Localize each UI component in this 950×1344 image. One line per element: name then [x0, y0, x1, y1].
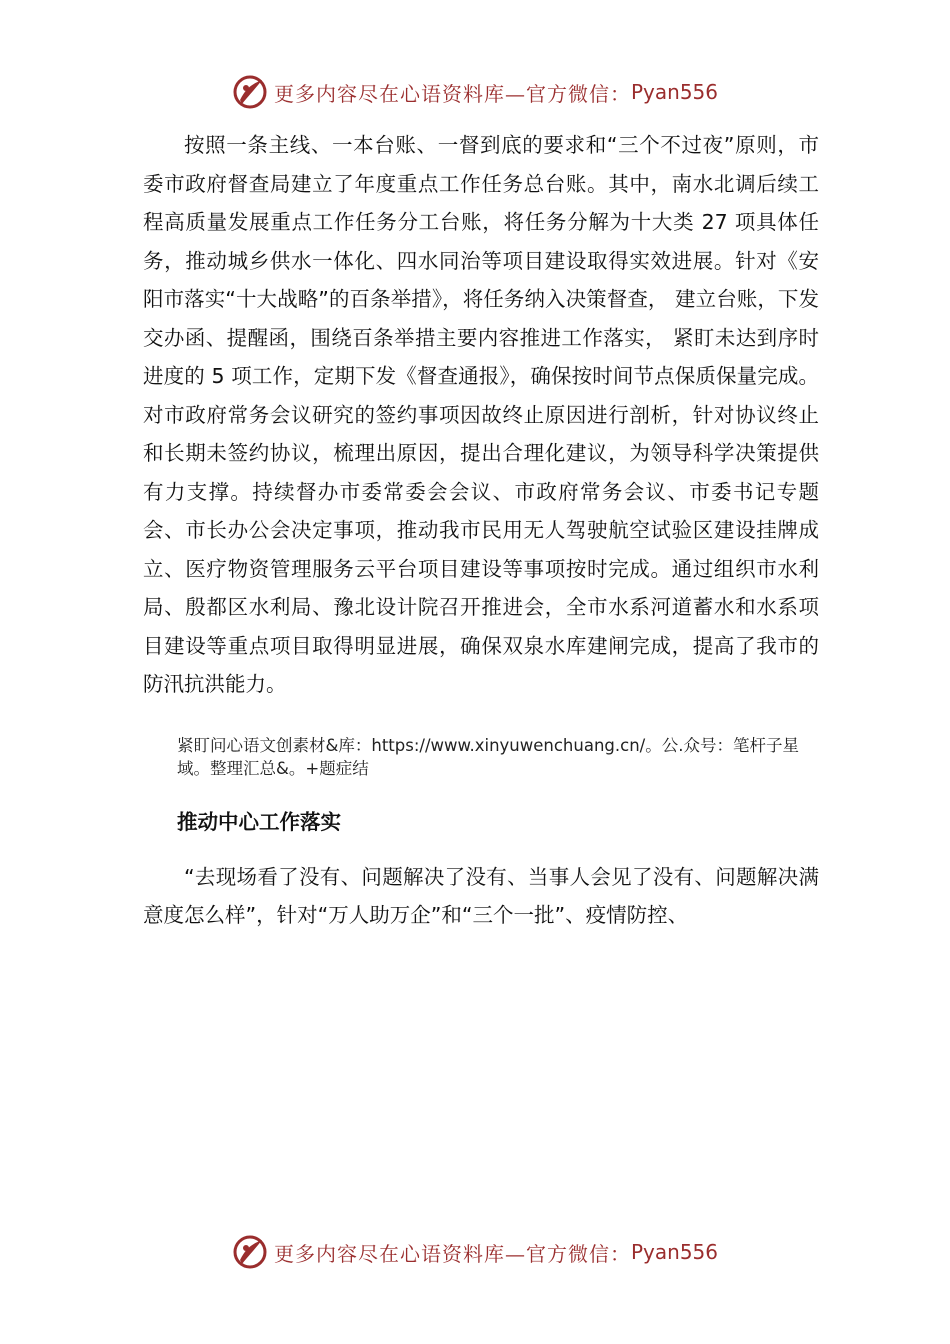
document-body	[143, 126, 819, 935]
source-note: 紧盯问心语文创素材&库：https://www.xinyuwenchuang.cn/。公.众号：笔杆子星域。整理汇总&。+题症结	[177, 735, 799, 778]
logo-icon	[232, 1234, 268, 1270]
banner-text: 更多内容尽在心语资料库—官方微信：	[273, 1241, 631, 1266]
section-heading: 推动中心工作落实	[177, 809, 341, 834]
banner-wechat-id: Pyan556	[630, 1240, 718, 1264]
paragraph-2: “去现场看了没有、问题解决了没有、当事人会见了没有、问题解决满意度怎么样”，针对“万人助万企”和“三个一批”、疫情防控、	[143, 864, 819, 927]
footer-banner	[0, 1232, 950, 1272]
logo-icon	[232, 74, 268, 110]
banner-wechat-id: Pyan556	[630, 80, 718, 104]
banner-text: 更多内容尽在心语资料库—官方微信：	[273, 81, 631, 106]
header-banner	[0, 72, 950, 112]
paragraph-1: 按照一条主线、一本台账、一督到底的要求和“三个不过夜”原则，市委市政府督查局建立了年度重点工作任务总台账。其中，南水北调后续工程高质量发展重点工作任务分工台账，将任务分解为十大类 27 项具体任务，推动城乡供水一体化、四水同治等项目建设取得实效进展。针对《安阳市落实“十大战略”的百条举措》，将任务纳入决策督查， 建立台账，下发交办函、提醒函，围绕百条举措主要内容推进工作落实， 紧盯未达到序时进度的 5 项工作，定期下发《督查通报》，确保按时间节点保质保量完成。对市政府常务会议研究的签约事项因故终止原因进行剖析，针对协议终止和长期未签约协议，梳理出原因，提出合理化建议，为领导科学决策提供有力支撑。持续督办市委常委会会议、市政府常务会议、市委书记专题会、市长办公会决定事项，推动我市民用无人驾驶航空试验区建设挂牌成立、医疗物资管理服务云平台项目建设等事项按时完成。通过组织市水利局、殷都区水利局、豫北设计院召开推进会，全市水系河道蓄水和水系项目建设等重点项目取得明显进展，确保双泉水库建闸完成，提高了我市的防汛抗洪能力。	[143, 133, 819, 696]
